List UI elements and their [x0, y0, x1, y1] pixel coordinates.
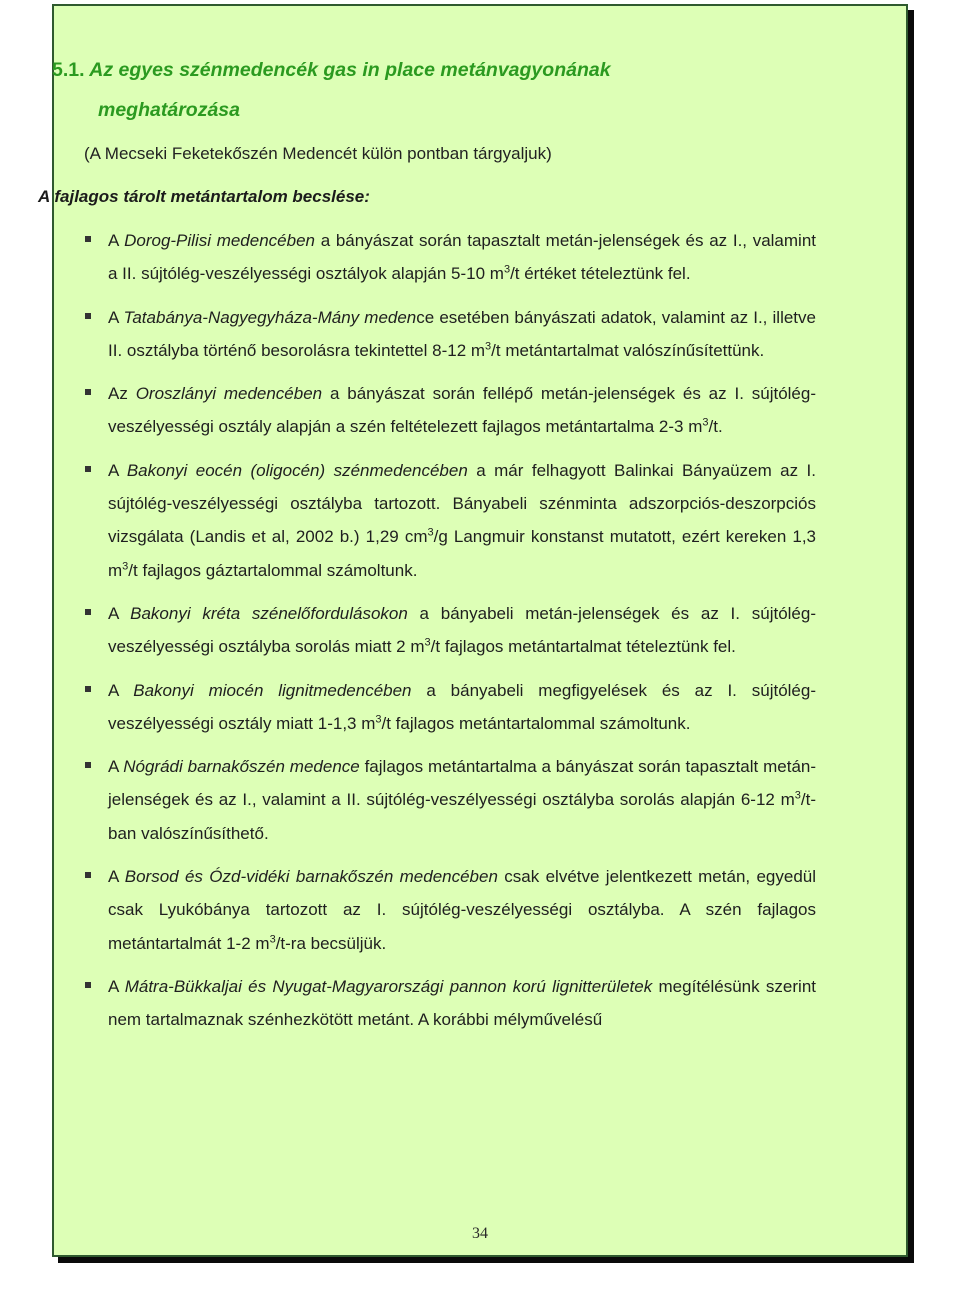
list-item: A Mátra-Bükkaljai és Nyugat-Magyarországi pannon korú lignitterületek megítélésünk szerint nem tartalmaznak szénhezkötött metánt. A korábbi mélyművelésű: [84, 970, 816, 1037]
bullet-list: [84, 224, 816, 1047]
heading-number: 5.1.: [52, 59, 85, 81]
page-number: 34: [472, 1225, 488, 1242]
list-item: A Bakonyi miocén lignitmedencében a bányabeli megfigyelések és az I. sújtólég-veszélyességi osztály miatt 1-1,3 $m^3/t$ fajlagos metántartalommal számoltunk.: [84, 674, 816, 741]
section-title: A fajlagos tárolt metántartalom becslése:: [38, 187, 370, 206]
square-bullet-icon: [85, 466, 91, 472]
square-bullet-icon: [85, 236, 91, 242]
heading-line-1: Az egyes szénmedencék gas in place metánvagyonának: [89, 59, 611, 81]
square-bullet-icon: [85, 982, 91, 988]
list-item: A Bakonyi eocén (oligocén) szénmedencében a már felhagyott Balinkai Bányaüzem az I. sújtólég-veszélyességi osztályba tartozott. Bányabeli szénminta adszorpciós-deszorpciós vizsgálata (Landis et al, 2002 b.) 1,29 $cm^3/g$ Langmuir konstanst mutatott, ezért kereken 1,3 $m^3/t$ fajlagos gáztartalommal számoltunk.: [84, 454, 816, 587]
basin-name: Bakonyi kréta szénelőfordulásokon: [130, 603, 408, 623]
basin-name: Dorog-Pilisi medencében: [124, 231, 315, 250]
list-item: A Borsod és Ózd-vidéki barnakőszén medencében csak elvétve jelentkezett metán, egyedül csak Lyukóbánya tartozott az I. sújtólég-veszélyességi osztályba. A szén fajlagos metántartalmát 1-2 $m^3/t-ra$ becsüljük.: [84, 860, 816, 960]
square-bullet-icon: [85, 686, 91, 692]
list-item: A Tatabánya-Nagyegyháza-Mány medence esetében bányászati adatok, valamint az I., illetve II. osztályba történő besorolásra tekintettel 8-12 $m^3/t$ metántartalmat valószínűsítettünk.: [84, 301, 816, 368]
basin-name: Oroszlányi medencében: [135, 384, 323, 404]
basin-name: Tatabánya-Nagyegyháza-Mány meden: [123, 307, 417, 327]
square-bullet-icon: [85, 389, 91, 395]
subnote: (A Mecseki Feketekőszén Medencét külön pontban tárgyaljuk): [84, 144, 552, 163]
square-bullet-icon: [85, 762, 91, 768]
basin-name: Bakonyi eocén (oligocén) szénmedencében: [126, 460, 468, 480]
list-item: A Dorog-Pilisi medencében a bányászat során tapasztalt metán-jelenségek és az I., valamint a II. sújtólég-veszélyességi osztályok alapján 5-10 $m^3/t$ értéket tételeztünk fel.: [84, 224, 816, 291]
basin-name: Bakonyi miocén lignitmedencében: [133, 680, 412, 700]
basin-name: Mátra-Bükkaljai és Nyugat-Magyarországi pannon korú lignitterületek: [124, 976, 653, 996]
basin-name: Nógrádi barnakőszén medence: [123, 757, 360, 777]
heading-line-2: meghatározása: [98, 99, 240, 121]
square-bullet-icon: [85, 872, 91, 878]
section-heading: [52, 50, 812, 130]
square-bullet-icon: [85, 313, 91, 319]
list-item: A Nógrádi barnakőszén medence fajlagos metántartalma a bányászat során tapasztalt metán-jelenségek és az I., valamint a II. sújtólég-veszélyességi osztályba sorolás alapján 6-12 $m^3/t$-ban valószínűsíthető.: [84, 750, 816, 850]
list-item: A Bakonyi kréta szénelőfordulásokon a bányabeli metán-jelenségek és az I. sújtólég-veszélyességi osztályba sorolás miatt 2 $m^3/t$ fajlagos metántartalmat tételeztünk fel.: [84, 597, 816, 664]
square-bullet-icon: [85, 609, 91, 615]
list-item: Az Oroszlányi medencében a bányászat során fellépő metán-jelenségek és az I. sújtólég-veszélyességi osztály alapján a szén feltételezett fajlagos metántartalma 2-3 $m^3/t$.: [84, 377, 816, 444]
basin-name: Borsod és Ózd-vidéki barnakőszén medencében: [124, 867, 498, 887]
